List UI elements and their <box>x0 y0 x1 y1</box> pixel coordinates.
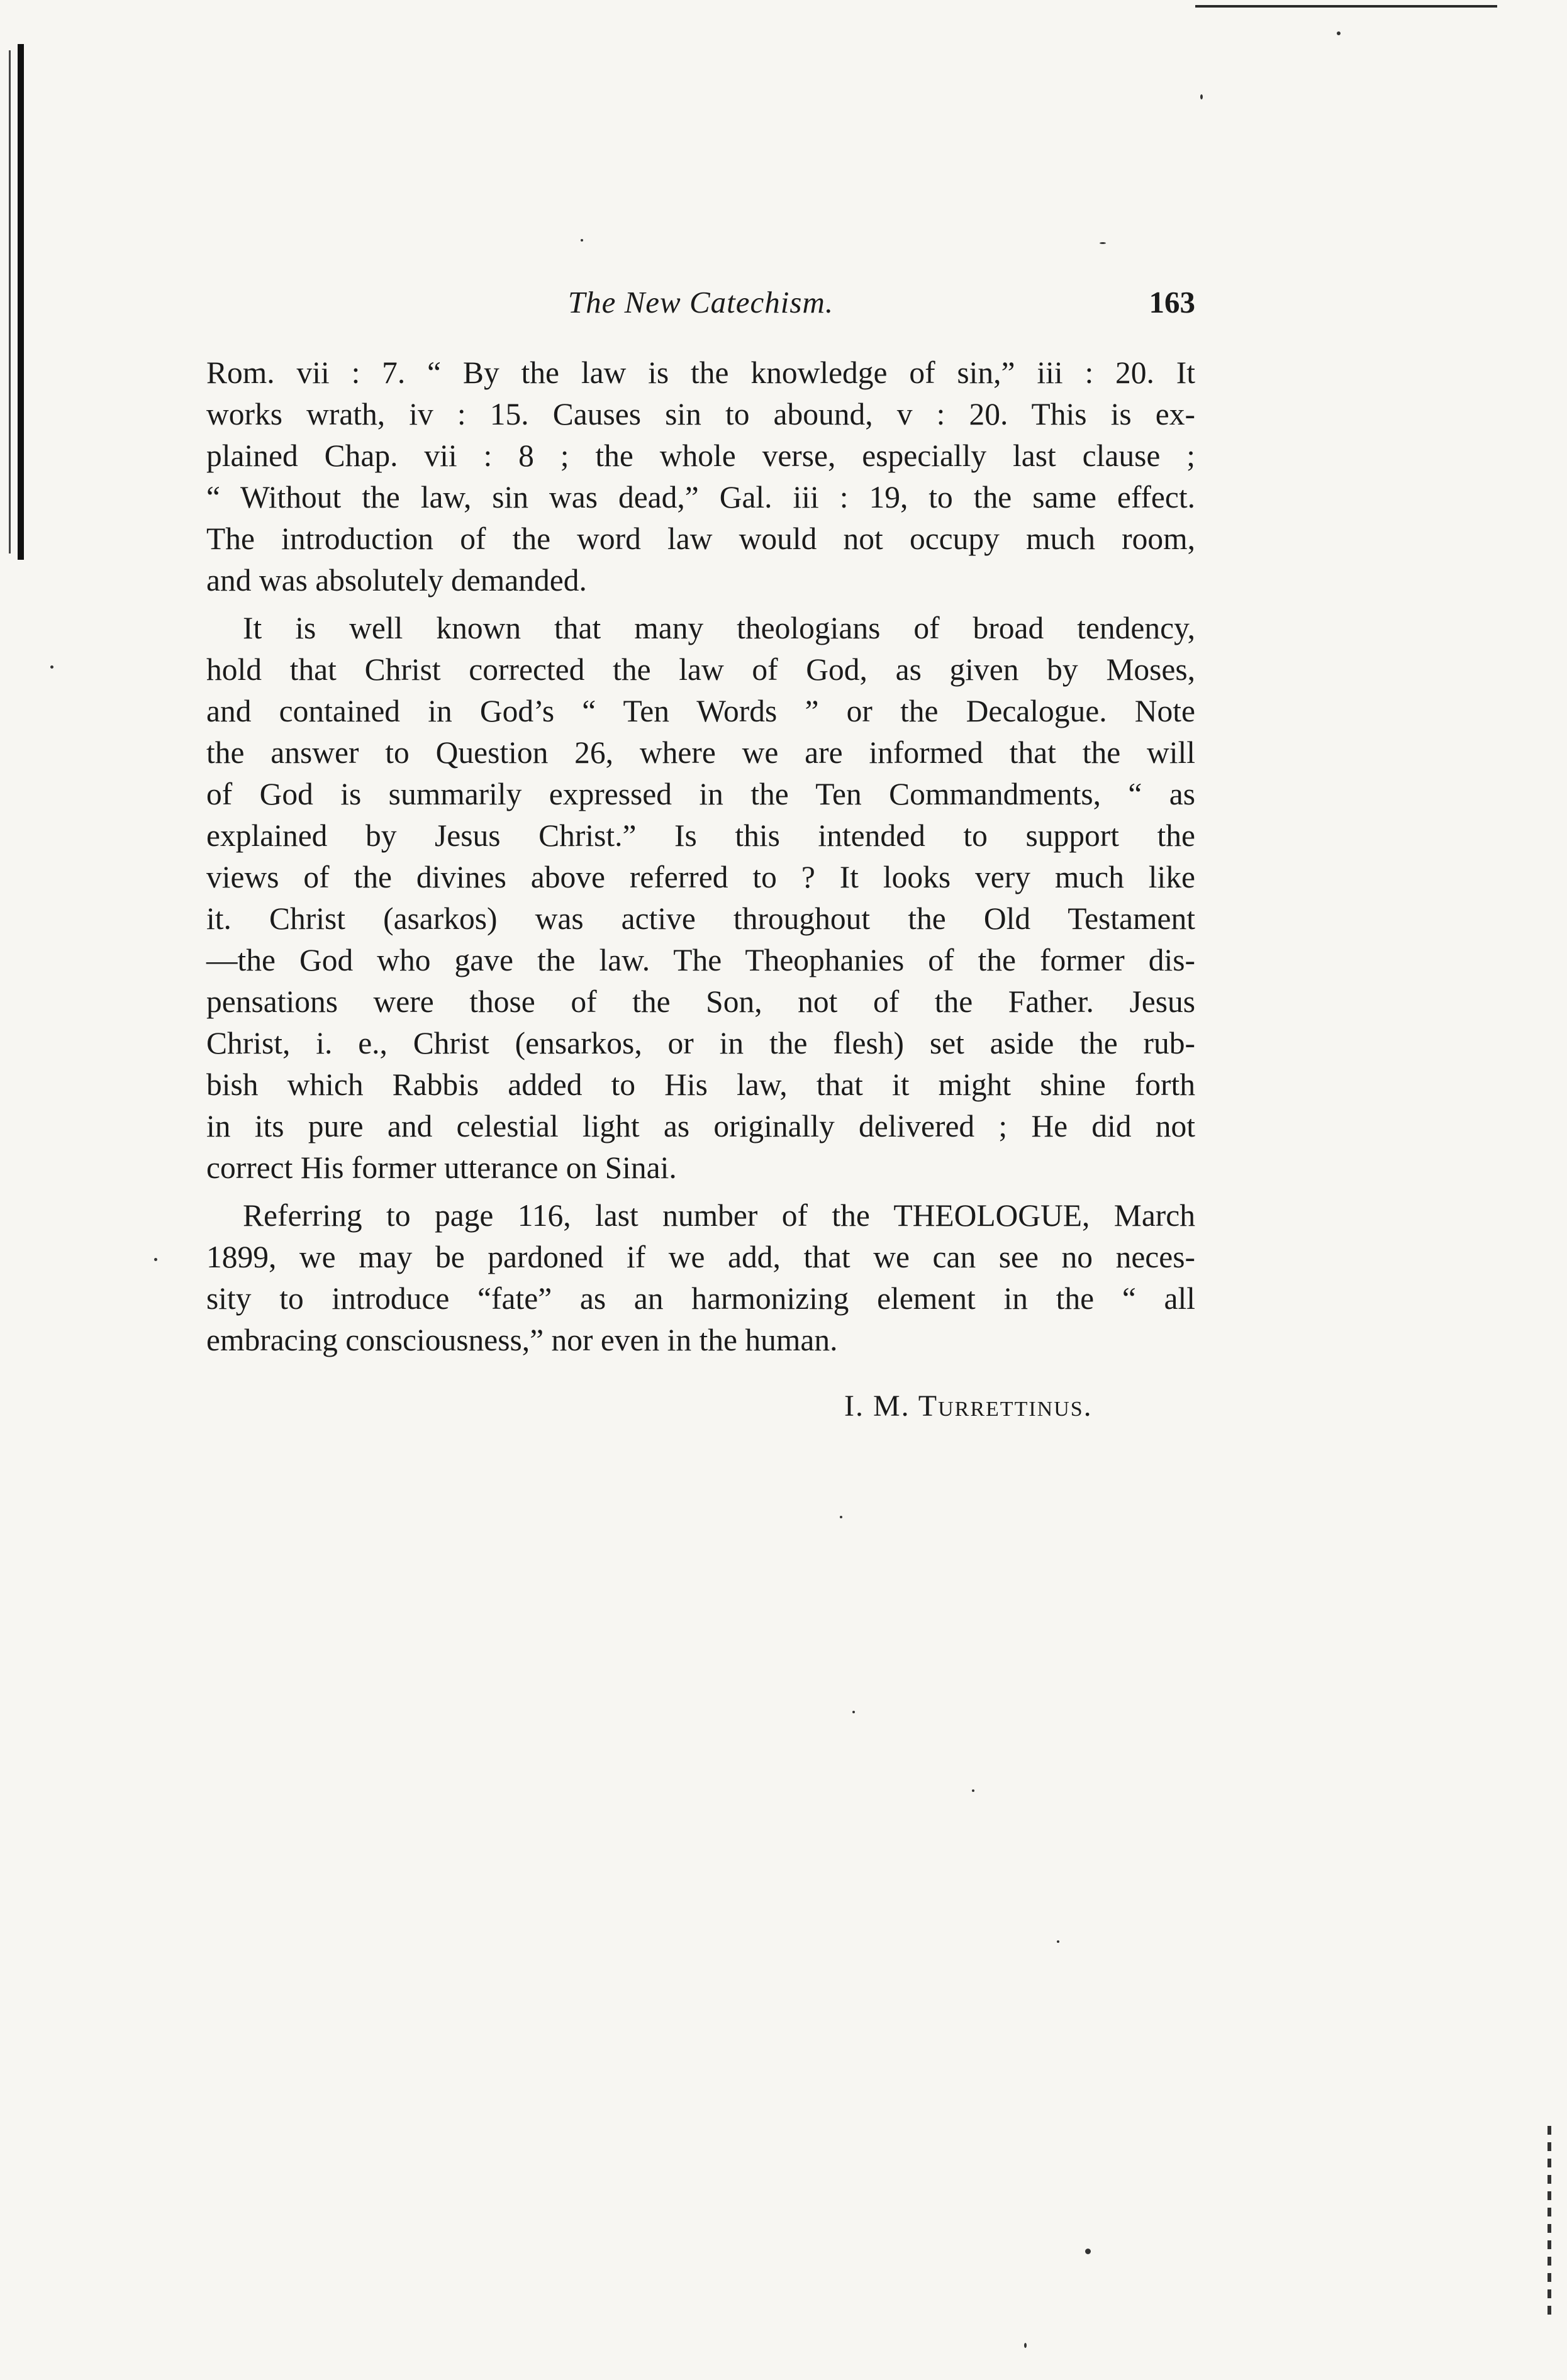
scan-speck <box>1337 31 1341 35</box>
scan-speck <box>50 665 53 669</box>
scan-speck <box>972 1789 974 1792</box>
scan-edge-right <box>1547 2126 1551 2321</box>
paragraph-2 <box>206 608 1195 1189</box>
scan-edge-left <box>18 44 24 560</box>
text-line: “ Without the law, sin was dead,” Gal. iii : 19, to the same effect. <box>206 480 1195 514</box>
text-line: correct His former utterance on Sinai. <box>206 1150 677 1185</box>
scan-edge-top <box>1195 5 1497 8</box>
text-line: 1899, we may be pardoned if we add, that we can see no neces- <box>206 1240 1195 1274</box>
text-line: of God is summarily expressed in the Ten Commandments, “ as <box>206 777 1195 811</box>
body-text <box>206 352 1195 1361</box>
scan-speck <box>581 239 583 242</box>
scan-speck <box>1057 1940 1059 1943</box>
text-line: views of the divines above referred to ? It looks very much like <box>206 860 1195 894</box>
scan-speck <box>154 1258 157 1261</box>
text-line: It is well known that many theologians of broad tendency, <box>243 611 1195 645</box>
text-line: in its pure and celestial light as originally delivered ; He did not <box>206 1109 1195 1143</box>
page-number: 163 <box>1149 285 1195 320</box>
text-line: pensations were those of the Son, not of the Father. Jesus <box>206 984 1195 1019</box>
text-line: embracing consciousness,” nor even in the human. <box>206 1323 838 1357</box>
text-line: The introduction of the word law would not occupy much room, <box>206 521 1195 556</box>
scan-speck <box>1085 2249 1091 2254</box>
running-title: The New Catechism. <box>567 285 834 320</box>
text-line: and contained in God’s “ Ten Words ” or the Decalogue. Note <box>206 694 1195 728</box>
author-signature: I. M. Turrettinus. <box>844 1389 1093 1423</box>
text-line: it. Christ (asarkos) was active throughout the Old Testament <box>206 901 1195 936</box>
text-line: bish which Rabbis added to His law, that it might shine forth <box>206 1067 1195 1102</box>
page-header <box>206 284 1195 328</box>
scan-speck <box>1024 2343 1027 2348</box>
text-line: works wrath, iv : 15. Causes sin to abound, v : 20. This is ex- <box>206 397 1195 431</box>
text-line: and was absolutely demanded. <box>206 563 587 598</box>
scan-edge-left-thin <box>9 50 11 553</box>
text-line: Christ, i. e., Christ (ensarkos, or in the flesh) set aside the rub- <box>206 1026 1195 1060</box>
text-line: sity to introduce “fate” as an harmonizing element in the “ all <box>206 1281 1195 1316</box>
paragraph-3 <box>206 1195 1195 1361</box>
scan-speck <box>852 1711 855 1713</box>
paragraph-1 <box>206 352 1195 601</box>
scan-speck <box>1100 242 1106 244</box>
text-line: Referring to page 116, last number of the THEOLOGUE, March <box>243 1198 1195 1233</box>
text-line: the answer to Question 26, where we are informed that the will <box>206 735 1195 770</box>
scan-speck <box>840 1516 842 1518</box>
text-line: Rom. vii : 7. “ By the law is the knowledge of sin,” iii : 20. It <box>206 355 1195 390</box>
text-line: —the God who gave the law. The Theophanies of the former dis- <box>206 943 1195 977</box>
text-line: hold that Christ corrected the law of God, as given by Moses, <box>206 652 1195 687</box>
scan-speck <box>1200 94 1203 99</box>
text-line: explained by Jesus Christ.” Is this intended to support the <box>206 818 1195 853</box>
text-line: plained Chap. vii : 8 ; the whole verse, especially last clause ; <box>206 438 1195 473</box>
